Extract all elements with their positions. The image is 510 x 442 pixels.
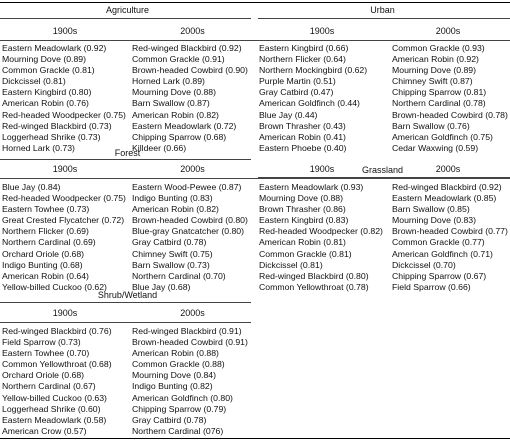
list-item: Red-winged Blackbird (0.80) — [259, 270, 369, 281]
list-item: Gray Catbird (0.78) — [132, 237, 207, 248]
list-item: Horned Lark (0.89) — [132, 76, 205, 87]
list-item: Cedar Waxwing (0.59) — [392, 142, 479, 153]
list-item: American Goldfinch (0.75) — [392, 131, 493, 142]
list-item: Blue Jay (0.84) — [2, 182, 61, 192]
list-item: Mourning Dove (0.83) — [392, 215, 477, 226]
list-item: Blue Jay (0.44) — [259, 109, 318, 120]
list-item: Purple Martin (0.51) — [259, 76, 336, 87]
rule-urban — [258, 18, 510, 19]
shrub-wetland-1900s-list — [2, 326, 112, 437]
list-item: Northern Flicker (0.69) — [2, 226, 89, 237]
list-item: Common Grackle (0.77) — [392, 237, 485, 248]
list-item: Common Yellowthroat (0.68) — [2, 359, 112, 370]
list-item: Barn Swallow (0.73) — [132, 259, 210, 270]
agriculture-2000s-header: 2000s — [180, 26, 205, 36]
list-item: American Goldfinch (0.80) — [132, 392, 233, 403]
list-item: Barn Swallow (0.87) — [132, 98, 210, 109]
list-item: American Robin (0.92) — [392, 54, 479, 65]
list-item: Northern Cardinal (0.67) — [2, 381, 96, 392]
rule-agriculture — [0, 18, 251, 19]
list-item: Gray Catbird (0.47) — [259, 87, 334, 98]
list-item: Field Sparrow (0.66) — [392, 281, 471, 292]
grassland-1900s-header: 1900s — [309, 164, 335, 174]
list-item: Chipping Sparrow (0.81) — [392, 87, 487, 98]
list-item: Brown-headed Cowbird (0.91) — [132, 337, 248, 348]
list-item: Orchard Oriole (0.68) — [2, 248, 85, 259]
list-item: Brown-headed Cowbird (0.90) — [132, 65, 248, 76]
rule-shrub-wetland — [0, 302, 251, 303]
list-item: Common Yellowthroat (0.78) — [259, 281, 369, 292]
list-item: American Crow (0.57) — [2, 425, 87, 436]
header-grassland: Grassland — [361, 165, 404, 175]
list-item: Northern Cardinal (0.78) — [392, 98, 486, 109]
forest-2000s-list — [132, 182, 248, 293]
header-urban: Urban — [370, 5, 395, 15]
list-item: American Robin (0.82) — [132, 204, 219, 215]
list-item: Indigo Bunting (0.68) — [2, 259, 83, 270]
shrub-wetland-1900s-header: 1900s — [52, 308, 78, 318]
list-item: Eastern Meadowlark (0.92) — [2, 43, 107, 53]
list-item: Yellow-billed Cuckoo (0.63) — [2, 392, 107, 403]
list-item: Indigo Bunting (0.83) — [132, 193, 213, 204]
list-item: Chipping Sparrow (0.79) — [132, 403, 227, 414]
list-item: Common Grackle (0.91) — [132, 54, 225, 65]
list-item: Mourning Dove (0.89) — [392, 65, 477, 76]
list-item: American Robin (0.82) — [132, 109, 219, 120]
list-item: Loggerhead Shrike (0.60) — [2, 403, 101, 414]
list-item: American Goldfinch (0.44) — [259, 98, 360, 109]
list-item: Eastern Kingbird (0.80) — [2, 87, 92, 98]
list-item: American Robin (0.76) — [2, 98, 89, 109]
list-item: Red-headed Woodpecker (0.82) — [259, 226, 383, 237]
list-item: Common Grackle (0.93) — [392, 43, 485, 53]
header-agriculture: Agriculture — [105, 5, 150, 15]
list-item: Blue Jay (0.68) — [132, 281, 191, 292]
list-item: Red-winged Blackbird (0.76) — [2, 326, 112, 336]
list-item: American Robin (0.88) — [132, 348, 219, 359]
list-item: Northern Cardinal (0.70) — [132, 270, 226, 281]
shrub-wetland-2000s-list — [132, 326, 248, 437]
list-item: American Robin (0.41) — [259, 131, 346, 142]
list-item: Northern Flicker (0.64) — [259, 54, 346, 65]
list-item: Mourning Dove (0.84) — [132, 370, 217, 381]
list-item: Orchard Oriole (0.68) — [2, 370, 85, 381]
list-item: Red-headed Woodpecker (0.75) — [2, 193, 126, 204]
list-item: American Robin (0.64) — [2, 270, 89, 281]
list-item: Eastern Phoebe (0.40) — [259, 142, 347, 153]
list-item: Yellow-billed Cuckoo (0.62) — [2, 281, 107, 292]
rule-sub-3 — [0, 322, 251, 323]
agriculture-2000s-list — [132, 43, 248, 154]
list-item: Red-headed Woodpecker (0.75) — [2, 109, 126, 120]
list-item: American Goldfinch (0.71) — [392, 248, 493, 259]
list-item: Red-winged Blackbird (0.91) — [132, 326, 242, 336]
list-item: Gray Catbird (0.78) — [132, 414, 207, 425]
list-item: Horned Lark (0.73) — [2, 142, 75, 153]
list-item: Mourning Dove (0.88) — [259, 193, 344, 204]
list-item: Barn Swallow (0.85) — [392, 204, 470, 215]
rule-forest — [0, 159, 251, 160]
list-item: Red-winged Blackbird (0.73) — [2, 120, 112, 131]
list-item: Brown-headed Cowbird (0.78) — [392, 109, 508, 120]
urban-2000s-list — [392, 43, 508, 154]
list-item: Blue-gray Gnatcatcher (0.80) — [132, 226, 245, 237]
list-item: Red-winged Blackbird (0.92) — [132, 43, 242, 53]
list-item: Northern Cardinal (076) — [132, 425, 224, 436]
list-item: Loggerhead Shrike (0.73) — [2, 131, 101, 142]
list-item: Barn Swallow (0.76) — [392, 120, 470, 131]
rule-sub-2 — [0, 178, 510, 179]
list-item: Eastern Wood-Pewee (0.87) — [132, 182, 242, 192]
list-item: Dickcissel (0.81) — [259, 259, 323, 270]
list-item: Chipping Sparrow (0.67) — [392, 270, 487, 281]
urban-1900s-list — [259, 43, 367, 154]
grassland-2000s-list — [392, 182, 508, 293]
list-item: Eastern Kingbird (0.83) — [259, 215, 349, 226]
grassland-2000s-header: 2000s — [435, 164, 461, 174]
list-item: Northern Cardinal (0.69) — [2, 237, 96, 248]
bottom-rule — [0, 438, 510, 439]
list-item: Common Grackle (0.81) — [259, 248, 352, 259]
list-item: Chimney Swift (0.87) — [392, 76, 473, 87]
list-item: Red-winged Blackbird (0.92) — [392, 182, 502, 192]
shrub-wetland-2000s-header: 2000s — [180, 308, 205, 318]
list-item: Chipping Sparrow (0.68) — [132, 131, 227, 142]
list-item: Great Crested Flycatcher (0.72) — [2, 215, 125, 226]
list-item: Eastern Meadowlark (0.58) — [2, 414, 107, 425]
forest-1900s-list — [2, 182, 126, 293]
header-shrub-wetland: Shrub/Wetland — [97, 290, 158, 300]
urban-2000s-header: 2000s — [435, 26, 461, 36]
list-item: Dickcissel (0.81) — [2, 76, 66, 87]
list-item: Brown Thrasher (0.43) — [259, 120, 346, 131]
top-rule — [0, 2, 510, 3]
list-item: Brown-headed Cowbird (0.77) — [392, 226, 508, 237]
agriculture-1900s-header: 1900s — [52, 26, 78, 36]
urban-1900s-header: 1900s — [309, 26, 335, 36]
grassland-1900s-list — [259, 182, 383, 293]
list-item: Eastern Meadowlark (0.85) — [392, 193, 497, 204]
list-item: Common Grackle (0.88) — [132, 359, 225, 370]
list-item: Dickcissel (0.70) — [392, 259, 456, 270]
list-item: Eastern Meadowlark (0.72) — [132, 120, 237, 131]
header-forest: Forest — [114, 148, 141, 158]
list-item: Eastern Towhee (0.73) — [2, 204, 90, 215]
agriculture-1900s-list — [2, 43, 126, 154]
list-item: Field Sparrow (0.73) — [2, 337, 81, 348]
list-item: Chimney Swift (0.75) — [132, 248, 213, 259]
list-item: Mourning Dove (0.88) — [132, 87, 217, 98]
list-item: Brown Thrasher (0.86) — [259, 204, 346, 215]
list-item: Brown-headed Cowbird (0.80) — [132, 215, 248, 226]
list-item: American Robin (0.81) — [259, 237, 346, 248]
list-item: Eastern Meadowlark (0.93) — [259, 182, 364, 192]
list-item: Killdeer (0.66) — [132, 142, 187, 153]
rule-sub-1 — [0, 40, 510, 41]
list-item: Indigo Bunting (0.82) — [132, 381, 213, 392]
list-item: Eastern Kingbird (0.66) — [259, 43, 349, 53]
list-item: Northern Mockingbird (0.62) — [259, 65, 368, 76]
list-item: Common Grackle (0.81) — [2, 65, 95, 76]
list-item: Mourning Dove (0.89) — [2, 54, 87, 65]
forest-1900s-header: 1900s — [52, 164, 78, 174]
forest-2000s-header: 2000s — [180, 164, 205, 174]
list-item: Eastern Towhee (0.70) — [2, 348, 90, 359]
